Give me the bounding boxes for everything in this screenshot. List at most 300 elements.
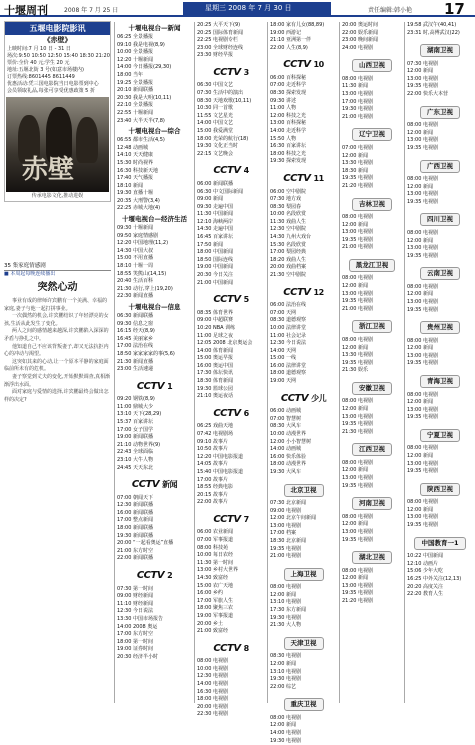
program-listing: 09:00 中超联赛 [197,317,233,324]
satellite-channel-header [407,374,473,390]
program-listing: 19:30 文化正当时 [197,143,238,150]
program-listing: 12:00 新闻 [342,221,368,228]
satellite-channel-header [407,535,473,551]
program-listing: 19:00 天网 [270,378,296,385]
program-listing: 13:00 电视剧 [342,91,373,98]
program-listing: 17:00 整点新闻 [117,517,153,524]
program-listing: 21:30 空中剧院 [270,272,306,279]
program-listing: 19:35 电视剧 [342,298,373,305]
program-listing: 14:30 致富经 [197,574,228,581]
program-listing: 15:00 一线 [270,355,296,362]
program-listing: 07:30 生活中的演出 [197,90,243,97]
cctv-channel-number: 4 [243,166,249,176]
program-listing: 23:00 生活速递 [117,366,153,373]
program-listing: 18:00 动漫世界 [270,461,306,468]
program-listing: 11:00 人物 [270,105,296,112]
channel-section-title: 十堰电视台—新闻 [128,24,181,32]
program-listing: 11:30 戏曲人生 [270,218,306,225]
feature-paragraph: 妻子察觉到丈夫的变化,开始默默调查,真相渐渐浮出水面。 [4,373,111,388]
program-listing: 12:00 新闻 [407,399,433,406]
satellite-channel-name: 黑龙江卫视 [349,259,396,272]
program-listing: 19:30 电视剧 [270,614,301,621]
program-listing: 21:30 电视剧 [342,428,373,435]
satellite-channel-header [407,43,473,59]
program-listing: 18:55 笑熊山(14,15) [117,270,167,277]
program-listing: 14:05 故事片 [197,461,228,468]
program-listing: 14:00 天网 [270,347,296,354]
satellite-channel-name: 湖北卫视 [352,551,392,564]
program-listing: 15:00 农广天地 [197,582,233,589]
program-listing: 06:00 农业新闻 [197,529,233,536]
cctv-logo-mark: CCTV 4 [213,165,249,177]
program-listing: 12:00 新闻 [407,183,433,190]
program-listing: 20:25 国际体育新闻 [197,29,243,36]
program-listing: 15:30 时尚视界 [117,159,153,166]
satellite-channel-name: 浙江卫视 [352,320,392,333]
satellite-channel-header [270,482,337,498]
program-listing: 12:10 动画片 [407,560,438,567]
program-listing: 20:00 乡土 [197,620,223,627]
program-listing: 16:00 快乐体验 [270,453,306,460]
cctv-logo-mark: CCTV 3 [213,66,249,78]
program-listing: 18:00 电视剧 [197,696,228,703]
satellite-channel-header [270,566,337,582]
program-listing: 23:30 财经早报 [197,52,233,59]
program-listing: 20:00 奥运时间 [342,22,378,28]
program-listing: 20:00 “一起看奥运”直播 [117,540,174,547]
satellite-channel-header [342,380,402,396]
satellite-channel-header [342,257,402,273]
cctv-channel-logo [117,378,192,394]
satellite-channel-name: 四川卫视 [420,213,460,226]
program-listing: 09:30 讲述 [270,97,296,104]
program-listing: 08:00 电视剧 [342,513,373,520]
program-listing: 09:10 我是电视(8,9) [117,41,165,48]
program-listing: 16:30 百家讲坛 [270,143,306,150]
program-listing: 08:00 电视剧 [407,391,438,398]
satellite-channel-header [342,550,402,566]
cctv-logo-mark: CCTV 5 [213,294,249,306]
program-listing: 12:30 今日说法 [117,608,153,615]
program-listing: 19:30 电视剧 [270,737,301,744]
program-listing: 22:43 全球面临 [117,449,153,456]
program-listing: 07:30 电视剧 [407,60,438,67]
program-listing: 12:10 海峡两岸 [197,218,233,225]
program-listing: 22:30 新闻直播 [117,293,153,300]
satellite-channel-header [407,266,473,282]
program-listing: 08:00 电视剧 [342,275,373,282]
program-listing: 17:00 法治在线 [117,343,153,350]
program-listing: 08:00 电视剧 [407,176,438,183]
satellite-channel-name: 青海卫视 [420,375,460,388]
satellite-channel-name: 广东卫视 [420,106,460,119]
cinema-info [5,46,110,95]
program-listing: 22:00 娱乐新闻 [342,29,378,36]
program-listing: 13:00 百科探秘 [270,120,306,127]
program-listing: 22:00 综艺 [270,683,296,690]
cinema-line: 会员领取礼品,每张可享受优惠政策 5 折 [7,88,95,94]
satellite-channel-name: 上海卫视 [284,568,324,581]
movie-poster [6,97,109,192]
program-listing: 21:00 电视剧 [342,305,373,312]
program-listing: 09:10 故事片 [197,438,228,445]
program-listing: 19:35 电视剧 [342,482,373,489]
cctv-channel-logo [270,171,337,187]
program-listing: 14:30 九州大戏台 [270,234,311,241]
program-listing: 11:00 社会记录 [270,332,306,339]
program-listing: 11:30 新闻 [342,83,368,90]
program-listing: 13:00 电视剧 [407,75,438,82]
program-listing: 16:45 美丽家乡 [117,335,153,342]
program-listing: 22:00 快乐大本营 [407,91,448,98]
program-listing: 22:20 教育人生 [407,591,443,598]
program-listing: 20:25 大平天下(9) [197,22,241,28]
program-listing: 07:30 北京新闻 [270,500,306,506]
program-listing: 18:30 北京新闻 [270,537,306,544]
cctv-channel-number: 6 [243,408,249,418]
program-listing: 17:40 天气播报 [117,175,153,182]
page-number: 17 [444,0,465,18]
program-listing: 15:06 少年大吃 [407,568,443,575]
feature-paragraph: 两人之间的感情越来越深,许宾鹏陷入深深的矛盾与挣扎之中。 [4,328,109,342]
program-listing: 08:30 道德观察 [270,317,306,324]
program-listing: 06:00 新闻联播 [197,180,233,187]
program-listing: 07:00 天网 [270,309,296,316]
program-listing: 18:00 光荣的航行(18) [197,135,249,142]
program-listing: 19:35 电视剧 [407,252,438,259]
program-listing: 22:25 赤城大地(4) [117,205,161,212]
feature-paragraph: 这突如其来的心动,让一个原本平静的家庭面临前所未有的危机。 [4,358,109,373]
program-listing: 08:30 大风车 [270,423,301,430]
cctv-channel-logo [197,163,265,179]
program-listing: 17:00 梨园经典 [270,249,306,256]
program-listing: 08:00 电视剧 [407,122,438,129]
feature-body [4,298,111,650]
program-listing: 13:10 天下(28,29) [117,411,162,418]
program-listing: 08:00 电视剧 [270,714,301,721]
program-listing: 16:45 百家讲坛 [197,234,233,241]
program-listing: 13:00 电视剧 [407,514,438,521]
drama-feature [4,262,111,650]
program-listing: 08:00 电视剧 [342,336,373,343]
feature-title: 突然心动 [37,282,78,293]
program-listing: 15:00 奥运早报 [197,355,233,362]
page-header [0,0,475,17]
schedule-column-2 [197,22,265,718]
program-listing: 09:50 家庭情感剧 [117,232,158,239]
program-listing: 13:00 电视剧 [342,229,373,236]
schedule-column-5 [407,22,473,702]
program-listing: 21:10 动物世界(9) [117,441,161,448]
program-listing: 12:00 新闻 [407,237,433,244]
satellite-channel-header [407,158,473,174]
program-listing: 07:42 电视剧场 [197,430,233,437]
program-listing: 08:00 电视剧 [407,229,438,236]
program-listing: 14:00 中国文艺 [197,120,233,127]
satellite-channel-header [270,635,337,651]
program-listing: 23:10 大牛人物 [117,457,153,463]
program-listing: 07:30 第一时间 [117,585,153,592]
program-listing: 12:05 2008 北京奥运会 [197,340,253,347]
program-listing: 14:10 天天健康 [117,152,153,159]
program-listing: 06:55 都市生活(4,5) [117,137,165,144]
program-listing: 06:00 动画城 [270,408,301,415]
satellite-channel-header [407,481,473,497]
program-listing: 19:30 新闻联播 [117,532,153,539]
program-listing: 20:30 今日关注 [197,272,233,279]
satellite-channel-header [342,196,402,212]
program-listing: 06:30 中国文艺 [197,82,233,89]
program-listing: 09:20 钢铁(8,9) [117,396,155,403]
program-listing: 19:30 探索发现 [270,158,306,165]
program-listing: 18:00 家有儿女(88,89) [270,22,325,28]
satellite-channel-name: 辽宁卫视 [352,128,392,141]
program-listing: 08:00 电视剧 [342,75,373,82]
cinema-box [4,21,111,202]
program-listing: 12:00 新闻 [270,660,296,667]
program-listing: 07:00 电视剧 [342,144,373,151]
cctv-channel-logo [270,284,337,300]
program-listing: 07:00 军事报道 [197,536,233,543]
satellite-channel-header [342,442,402,458]
program-listing: 16:00 法律讲堂 [270,362,306,369]
satellite-channel-header [342,319,402,335]
program-listing: 11:30 第一时间 [197,559,233,566]
program-listing: 15:00 不用直播 [117,255,153,262]
program-listing: 22:15 文艺晚会 [197,150,233,157]
feature-paragraph: 一次偶然的机会,许宾鹏结识了年轻漂亮的女孩,生活从此发生了变化。 [4,313,109,327]
cctv-channel-number: 2 [167,571,173,581]
masthead: 十堰周刊 [4,4,48,17]
program-listing: 17:30 体坛快讯 [197,370,233,377]
program-listing: 14:00 电视剧 [197,680,228,687]
program-listing: 18:10 新闻 [117,182,143,189]
program-listing: 19:35 电视剧 [407,198,438,205]
program-listing: 06:00 空中剧院 [270,188,306,195]
program-listing: 16:25 中外关注(12,13) [407,575,462,582]
program-listing: 08:00 电视剧 [342,398,373,405]
cinema-line: 地址:五堰北街 3 号(如意市场楼内) [7,67,84,73]
cinema-title: 五堰电影院影讯 [5,22,110,35]
program-listing: 10:00 电视剧 [197,665,228,672]
program-listing: 20:10 新闻联播 [117,87,153,94]
cctv-channel-number: 7 [243,514,249,524]
program-listing: 12:00 新闻 [342,521,368,528]
program-listing: 19:00 西游记 [270,29,301,36]
program-listing: 11:00 足球之夜 [197,332,233,339]
program-listing: 22:00 新闻联播 [117,555,153,562]
program-listing: 09:00 新闻 [197,196,223,203]
program-listing: 12:00 新闻 [407,129,433,136]
satellite-channel-name: 安徽卫视 [352,382,392,395]
cctv-channel-logo [270,390,337,406]
poster-logo: 赤壁 [22,155,75,185]
program-listing: 20:35 大刑警(3,4) [117,197,160,204]
program-listing: 07:30 地方戏 [270,196,301,203]
program-listing: 21:00 中国新闻 [197,279,233,286]
cctv-logo-mark: CCTV 2 [136,570,173,582]
program-listing: 18:30 体育新闻 [197,378,233,385]
program-listing: 11:10 财经新闻 [117,600,153,607]
program-listing: 10:00 每日农经 [197,552,233,559]
program-listing: 18:00 中国新闻 [197,249,233,256]
program-listing: 13:00 电视剧 [407,406,438,413]
channel-section-title: 十堰电视台—经济生活 [122,215,187,224]
satellite-channel-name: 中国教育一1 [414,537,465,550]
program-listing: 17:00 女子国学 [117,426,153,433]
program-listing: 08:00 电视剧 [197,658,228,665]
program-listing: 18:10 十堰一周 [117,263,153,270]
program-listing: 08:30 电视剧 [270,653,301,660]
program-listing: 13:30 电视剧 [342,160,373,167]
program-listing: 13:00 电视剧 [342,475,373,482]
cctv-channel-number: 5 [243,295,249,305]
cctv-channel-logo [270,57,337,73]
program-listing: 19:35 电视剧 [407,468,438,475]
program-listing: 20:40 生活百科 [117,278,153,285]
program-listing: 21:10 亚洲第一伴 [270,37,311,44]
cctv-logo-mark: CCTV 12 [283,286,324,298]
program-listing: 20:00 戏曲档案 [270,264,306,271]
program-listing: 08:30 天地欢歌(10,11) [197,97,252,104]
satellite-channel-name: 江西卫视 [352,443,392,456]
program-listing: 10:00 全景播报 [117,49,153,56]
program-listing: 12:00 新闻 [342,406,368,412]
movie-title: 《赤壁》 [43,36,72,44]
program-listing: 06:00 法治在线 [270,302,306,309]
cinema-line: 优惠活动:凭三国电影院当日电影票到中心 [7,81,99,87]
program-listing: 13:30 电视剧 [342,352,373,359]
program-listing: 16:00 新闻联播 [117,509,153,516]
program-listing: 21:00 致富经 [197,628,228,635]
feature-paragraph: 他知道自己不应该背叛妻子,却又无法抗拒内心的冲动与渴望。 [4,343,109,358]
program-listing: 08:00 电视剧 [342,459,373,466]
program-listing: 08:35 体育世界 [197,309,233,316]
program-listing: 09:30 走遍中国 [197,203,233,210]
satellite-channel-name: 贵州卫视 [420,321,460,334]
program-listing: 22:30 电视剧 [197,711,228,718]
schedule-date-bar: 星期三 2008 年 7 月 30 日 [183,2,331,15]
program-listing: 16:30 电视剧 [197,688,228,695]
program-listing: 21:00 电视剧 [342,113,373,120]
program-listing: 16:00 奥运中国 [197,362,233,369]
program-listing: 13:10 电视剧 [270,599,301,606]
cinema-line: 场次:9:50 10:50 12:50 15:40 18:30 21:20 [7,53,110,59]
cctv-channel-number: 10 [313,60,324,70]
program-listing: 18:30 新闻 [342,167,368,174]
program-listing: 12:00 新闻 [342,575,368,582]
program-listing: 12:00 新闻 [342,152,368,159]
program-listing: 12:00 新闻 [407,345,433,352]
program-listing: 17:00 军旅人生 [197,597,233,604]
program-listing: 14:30 走遍中国 [197,226,233,233]
cctv-channel-logo [117,477,192,493]
program-listing: 08:00 电视剧 [407,445,438,452]
satellite-channel-header [407,104,473,120]
program-listing: 13:00 电视剧 [407,137,438,144]
program-listing: 12:00 新闻 [407,506,433,513]
program-listing: 10:30 同一首歌 [197,105,233,112]
program-listing: 21:00 电视剧 [270,553,301,560]
program-listing: 23:00 晚间新闻 [342,37,378,44]
satellite-channel-header [407,212,473,228]
program-listing: 12:00 新闻 [407,453,433,459]
program-listing: 10:00 动漫世界 [270,430,306,437]
program-listing: 12:20 中国地理(11,2) [117,240,169,247]
program-listing: 19:30 电视剧 [270,676,301,683]
program-listing: 08:00 电视剧 [407,499,438,506]
satellite-channel-header [342,58,402,74]
cctv-channel-number: 11 [313,174,324,183]
program-listing: 20:00 电视剧 [197,703,228,710]
program-listing: 22:00 人生(8,9) [270,44,308,51]
program-listing: 07:00 走近科学 [270,82,306,89]
program-listing: 19:25 全景播报 [117,79,153,86]
channel-section-title: 十堰电视台—综合 [128,127,181,136]
program-listing: 07:00 智慧树 [270,415,301,422]
cctv-channel-number: 12 [313,287,324,297]
satellite-channel-name: 宁夏卫视 [420,429,460,442]
schedule-column-1 [117,22,192,702]
program-listing: 12:00 新闻 [407,291,433,298]
feature-sub: ■ 本周起每晚连续播出 [4,271,56,277]
program-listing: 15:40 中国电影报道 [197,468,243,475]
program-listing: 23:31 时,高傅武汉(22) [407,29,460,36]
cinema-line: 订票热线:8601445 8611449 [7,74,75,80]
program-listing: 12:30 空中剧院 [270,226,306,233]
program-listing: 10:50 故事片 [197,446,228,453]
program-listing: 06:25 全景播报 [117,34,153,40]
program-listing: 18:20 戏曲人生 [270,256,306,263]
program-listing: 15:30 名段欣赏 [270,241,306,248]
cctv-logo-mark: CCTV 1 [136,380,173,392]
program-listing: 22:10 全景播报 [117,102,153,109]
program-listing: 14:00 动画城 [270,446,301,453]
program-listing: 21:30 新闻直播 [117,358,153,365]
program-listing: 14:00 电视剧 [270,729,301,736]
program-listing: 09:30 信息之窗 [117,320,153,327]
program-listing: 24:45 天天东北 [117,464,153,471]
program-listing: 19:30 大风车 [270,468,301,475]
feature-paragraph: 事业有成的律师许宾鹏有一个美满、幸福的家庭,妻子与他一起打拼事业。 [4,298,108,312]
program-listing: 21:10 奥运夜话 [197,393,233,400]
cctv-channel-number: 3 [243,67,249,77]
issue-date: 2008 年 7 月 25 日 [64,7,119,14]
program-listing: 13:00 电视剧 [407,298,438,305]
satellite-channel-name: 湖南卫视 [420,44,460,57]
program-listing: 15:50 人物 [270,135,296,142]
program-listing: 08:00 电视剧 [342,214,373,220]
feature-paragraph: 面对家庭与爱情的选择,许宾鹏最终会做出怎样的决定? [4,389,109,403]
program-listing: 13:00 电视剧 [407,191,438,198]
program-listing: 13:00 电视剧 [270,522,301,529]
program-listing: 12:00 新闻 [342,344,368,351]
program-listing: 21:30 动行,穿上(19,20) [117,285,173,292]
satellite-channel-name: 北京卫视 [284,484,324,497]
program-listing: 11:30 中国新闻 [197,211,233,218]
program-listing: 12:00 新闻 [342,467,368,474]
program-listing: 18:00 道德观察 [270,370,306,377]
program-listing: 23:40 大半天半(7,8) [117,117,165,124]
program-listing: 12:00 新闻 [270,591,296,598]
cctv-channel-logo [197,511,265,527]
satellite-channel-name: 云南卫视 [420,267,460,280]
program-listing: 12:30 新闻联播 [117,502,153,509]
program-listing: 06:30 新闻联播 [117,313,153,319]
program-listing: 19:00 中国新闻 [197,264,233,271]
satellite-channel-name: 山西卫视 [352,59,392,72]
program-listing: 21:30 娱乐 [342,367,368,374]
